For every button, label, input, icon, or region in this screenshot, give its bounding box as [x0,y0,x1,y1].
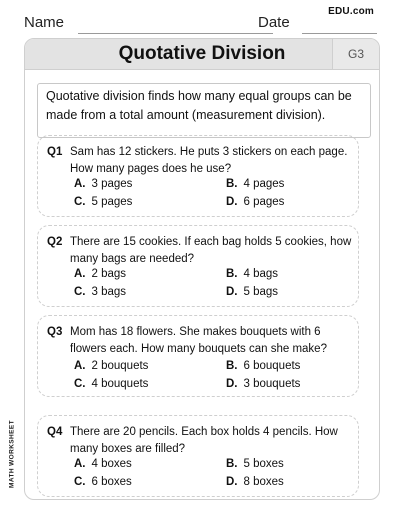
title-bar [25,39,379,70]
option-c[interactable] [74,476,132,488]
option-d[interactable] [226,286,278,298]
question-card-1 [37,135,359,217]
date-field[interactable] [302,33,377,34]
name-field[interactable] [78,33,273,34]
option-text: 8 boxes [243,476,284,488]
option-d[interactable] [226,196,284,208]
brand-logo: EDU.com [328,6,374,17]
option-a[interactable] [74,458,132,470]
option-a[interactable] [74,360,148,372]
option-c[interactable] [74,286,126,298]
question-text: Mom has 18 flowers. She makes bouquets with 6 flowers each. How many bouquets can she make? [70,326,327,355]
question-card-2 [37,225,359,307]
option-text: 5 bags [243,286,279,298]
option-c[interactable] [74,378,148,390]
option-letter: C. [74,378,86,390]
question-text: There are 15 cookies. If each bag holds 5 cookies, how many bags are needed? [70,236,352,265]
question-number: Q1 [47,146,63,158]
option-b[interactable] [226,360,300,372]
option-text: 5 pages [91,196,133,208]
option-b[interactable] [226,178,284,190]
option-text: 4 bouquets [91,378,149,390]
option-text: 4 boxes [91,458,132,470]
option-letter: D. [226,476,238,488]
side-label-text: MATH WORKSHEET [8,420,16,488]
question-card-4 [37,415,359,497]
side-label [6,418,18,490]
option-letter: A. [74,360,86,372]
intro-box: Quotative division finds how many equal groups can be made from a total amount (measurement division). [37,83,371,138]
grade-badge: G3 [332,39,379,69]
option-letter: B. [226,178,238,190]
question-card-3 [37,315,359,397]
option-letter: D. [226,378,238,390]
option-text: 4 bags [243,268,279,280]
question-number: Q4 [47,426,63,438]
option-text: 5 boxes [243,458,284,470]
option-text: 2 bags [91,268,127,280]
option-text: 6 bouquets [243,360,301,372]
option-c[interactable] [74,196,132,208]
option-letter: C. [74,196,86,208]
option-letter: B. [226,458,238,470]
option-letter: A. [74,458,86,470]
option-letter: B. [226,360,238,372]
option-a[interactable] [74,178,132,190]
option-text: 3 pages [91,178,133,190]
worksheet-card [24,38,380,500]
option-b[interactable] [226,458,284,470]
option-text: 6 boxes [91,476,132,488]
option-text: 3 bags [91,286,127,298]
option-text: 4 pages [243,178,285,190]
option-text: 6 pages [243,196,285,208]
option-letter: D. [226,286,238,298]
option-letter: C. [74,476,86,488]
option-d[interactable] [226,476,284,488]
question-text: There are 20 pencils. Each box holds 4 pencils. How many boxes are filled? [70,426,338,455]
option-letter: A. [74,178,86,190]
worksheet-title: Quotative Division [118,43,286,64]
question-number: Q2 [47,236,63,248]
option-b[interactable] [226,268,278,280]
option-text: 3 bouquets [243,378,301,390]
option-text: 2 bouquets [91,360,149,372]
option-letter: A. [74,268,86,280]
question-number: Q3 [47,326,63,338]
name-row [24,14,376,36]
option-d[interactable] [226,378,300,390]
name-label: Name [24,14,65,31]
option-a[interactable] [74,268,126,280]
option-letter: C. [74,286,86,298]
option-letter: D. [226,196,238,208]
date-label: Date [258,14,290,31]
option-letter: B. [226,268,238,280]
question-text: Sam has 12 stickers. He puts 3 stickers on each page. How many pages does he use? [70,146,348,175]
